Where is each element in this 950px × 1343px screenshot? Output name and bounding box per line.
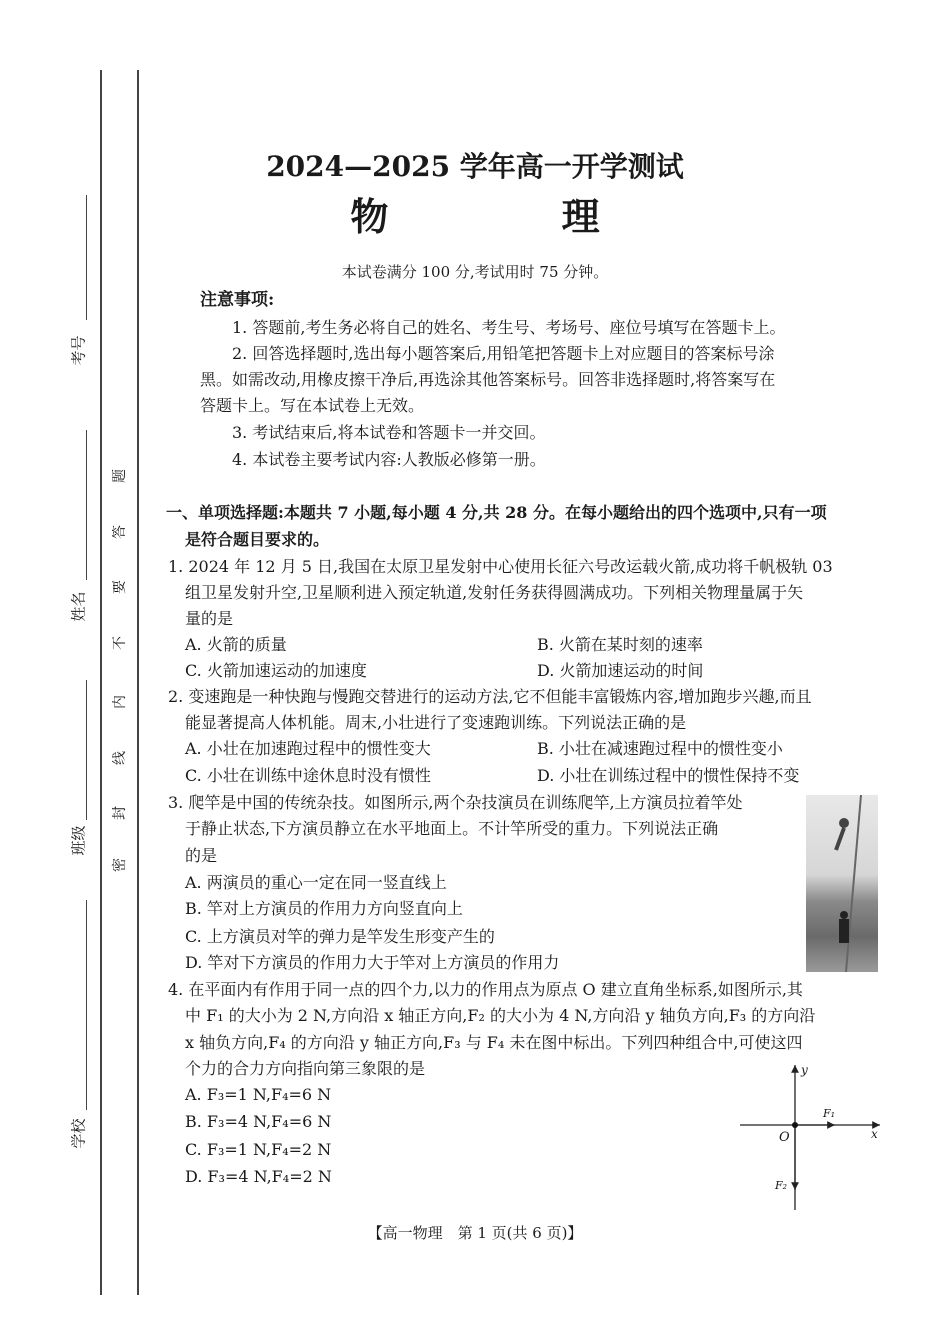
note-line: 3. 考试结束后,将本试卷和答题卡一并交回。: [232, 423, 546, 442]
f1-label: F₁: [823, 1107, 836, 1120]
field-underline: [86, 430, 87, 580]
seal-char: 答: [112, 525, 128, 539]
origin-label: O: [779, 1130, 790, 1145]
note-line: 黑。如需改动,用橡皮擦干净后,再选涂其他答案标号。回答非选择题时,将答案写在: [200, 370, 776, 389]
q1-stem: 量的是: [185, 609, 234, 628]
note-line: 2. 回答选择题时,选出每小题答案后,用铅笔把答题卡上对应题目的答案标号涂: [232, 344, 775, 363]
field-underline: [86, 900, 87, 1110]
q2-option-a: A. 小壮在加速跑过程中的惯性变大: [185, 739, 431, 758]
pole-climbing-photo: [806, 795, 878, 972]
seal-char: 不: [112, 636, 128, 650]
pole-icon: [806, 795, 878, 972]
q4-stem: 4. 在平面内有作用于同一点的四个力,以力的作用点为原点 O 建立直角坐标系,如图所示,其: [168, 980, 803, 999]
field-underline: [86, 680, 87, 820]
seal-char: 要: [112, 580, 128, 594]
q2-stem: 2. 变速跑是一种快跑与慢跑交替进行的运动方法,它不但能丰富锻炼内容,增加跑步兴趣,而且: [168, 687, 812, 706]
q2-option-c: C. 小壮在训练中途休息时没有惯性: [185, 766, 431, 785]
seal-char: 线: [112, 751, 128, 765]
subject-title: 物 理: [350, 194, 680, 239]
margin-line-inner: [137, 70, 139, 1295]
section-heading: 是符合题目要求的。: [185, 530, 330, 549]
q1-option-b: B. 火箭在某时刻的速率: [537, 635, 703, 654]
q4-option-d: D. F₃=4 N,F₄=2 N: [185, 1167, 332, 1186]
q4-stem: 中 F₁ 的大小为 2 N,方向沿 x 轴正方向,F₂ 的大小为 4 N,方向沿 y 轴负方向,F₃ 的方向沿: [185, 1006, 816, 1025]
q4-option-a: A. F₃=1 N,F₄=6 N: [185, 1085, 332, 1104]
school-label: 学校: [69, 1118, 88, 1149]
q1-option-a: A. 火箭的质量: [185, 635, 287, 654]
force-diagram: [735, 1060, 885, 1215]
q3-stem: 3. 爬竿是中国的传统杂技。如图所示,两个杂技演员在训练爬竿,上方演员拉着竿处: [168, 793, 743, 812]
margin-line-outer: [100, 70, 102, 1295]
coordinate-axes-icon: [735, 1060, 885, 1215]
seal-char: 内: [112, 695, 128, 709]
q1-stem: 组卫星发射升空,卫星顺利进入预定轨道,发射任务获得圆满成功。下列相关物理量属于矢: [185, 583, 804, 602]
q4-option-b: B. F₃=4 N,F₄=6 N: [185, 1112, 332, 1131]
q1-option-d: D. 火箭加速运动的时间: [537, 661, 704, 680]
name-label: 姓名: [69, 591, 88, 622]
exam-title: 2024—2025 学年高一开学测试: [266, 150, 684, 183]
q3-stem: 于静止状态,下方演员静立在水平地面上。不计竿所受的重力。下列说法正确: [185, 819, 719, 838]
note-line: 4. 本试卷主要考试内容:人教版必修第一册。: [232, 450, 546, 469]
q3-option-b: B. 竿对上方演员的作用力方向竖直向上: [185, 899, 463, 918]
q4-stem: 个力的合力方向指向第三象限的是: [185, 1059, 426, 1078]
seal-char: 密: [112, 858, 128, 872]
q3-option-a: A. 两演员的重心一定在同一竖直线上: [185, 873, 447, 892]
q4-stem: x 轴负方向,F₄ 的方向沿 y 轴正方向,F₃ 与 F₄ 未在图中标出。下列四种组合中,可使这四: [185, 1033, 803, 1052]
q3-stem: 的是: [185, 846, 218, 865]
q1-stem: 1. 2024 年 12 月 5 日,我国在太原卫星发射中心使用长征六号改运载火箭,成功将千帆极轨 03: [168, 557, 833, 576]
intro-text: 本试卷满分 100 分,考试用时 75 分钟。: [341, 263, 609, 281]
section-heading: 一、单项选择题:本题共 7 小题,每小题 4 分,共 28 分。在每小题给出的四个选项中,只有一项: [166, 503, 827, 522]
q2-option-d: D. 小壮在训练过程中的惯性保持不变: [537, 766, 800, 785]
page-footer: 【高一物理 第 1 页(共 6 页)】: [367, 1224, 583, 1242]
notes-heading: 注意事项:: [200, 290, 275, 310]
q3-option-d: D. 竿对下方演员的作用力大于竿对上方演员的作用力: [185, 953, 560, 972]
q2-stem: 能显著提高人体机能。周末,小壮进行了变速跑训练。下列说法正确的是: [185, 713, 687, 732]
y-axis-label: y: [801, 1063, 808, 1077]
q4-option-c: C. F₃=1 N,F₄=2 N: [185, 1140, 332, 1159]
seal-char: 封: [112, 806, 128, 820]
note-line: 答题卡上。写在本试卷上无效。: [200, 396, 425, 415]
q3-option-c: C. 上方演员对竿的弹力是竿发生形变产生的: [185, 927, 495, 946]
q2-option-b: B. 小壮在减速跑过程中的惯性变小: [537, 739, 783, 758]
exam-number-label: 考号: [69, 335, 88, 366]
f2-label: F₂: [775, 1179, 788, 1192]
q1-option-c: C. 火箭加速运动的加速度: [185, 661, 367, 680]
x-axis-label: x: [871, 1127, 878, 1141]
seal-char: 题: [112, 469, 128, 483]
class-label: 班级: [69, 825, 88, 856]
note-line: 1. 答题前,考生务必将自己的姓名、考生号、考场号、座位号填写在答题卡上。: [232, 318, 786, 337]
